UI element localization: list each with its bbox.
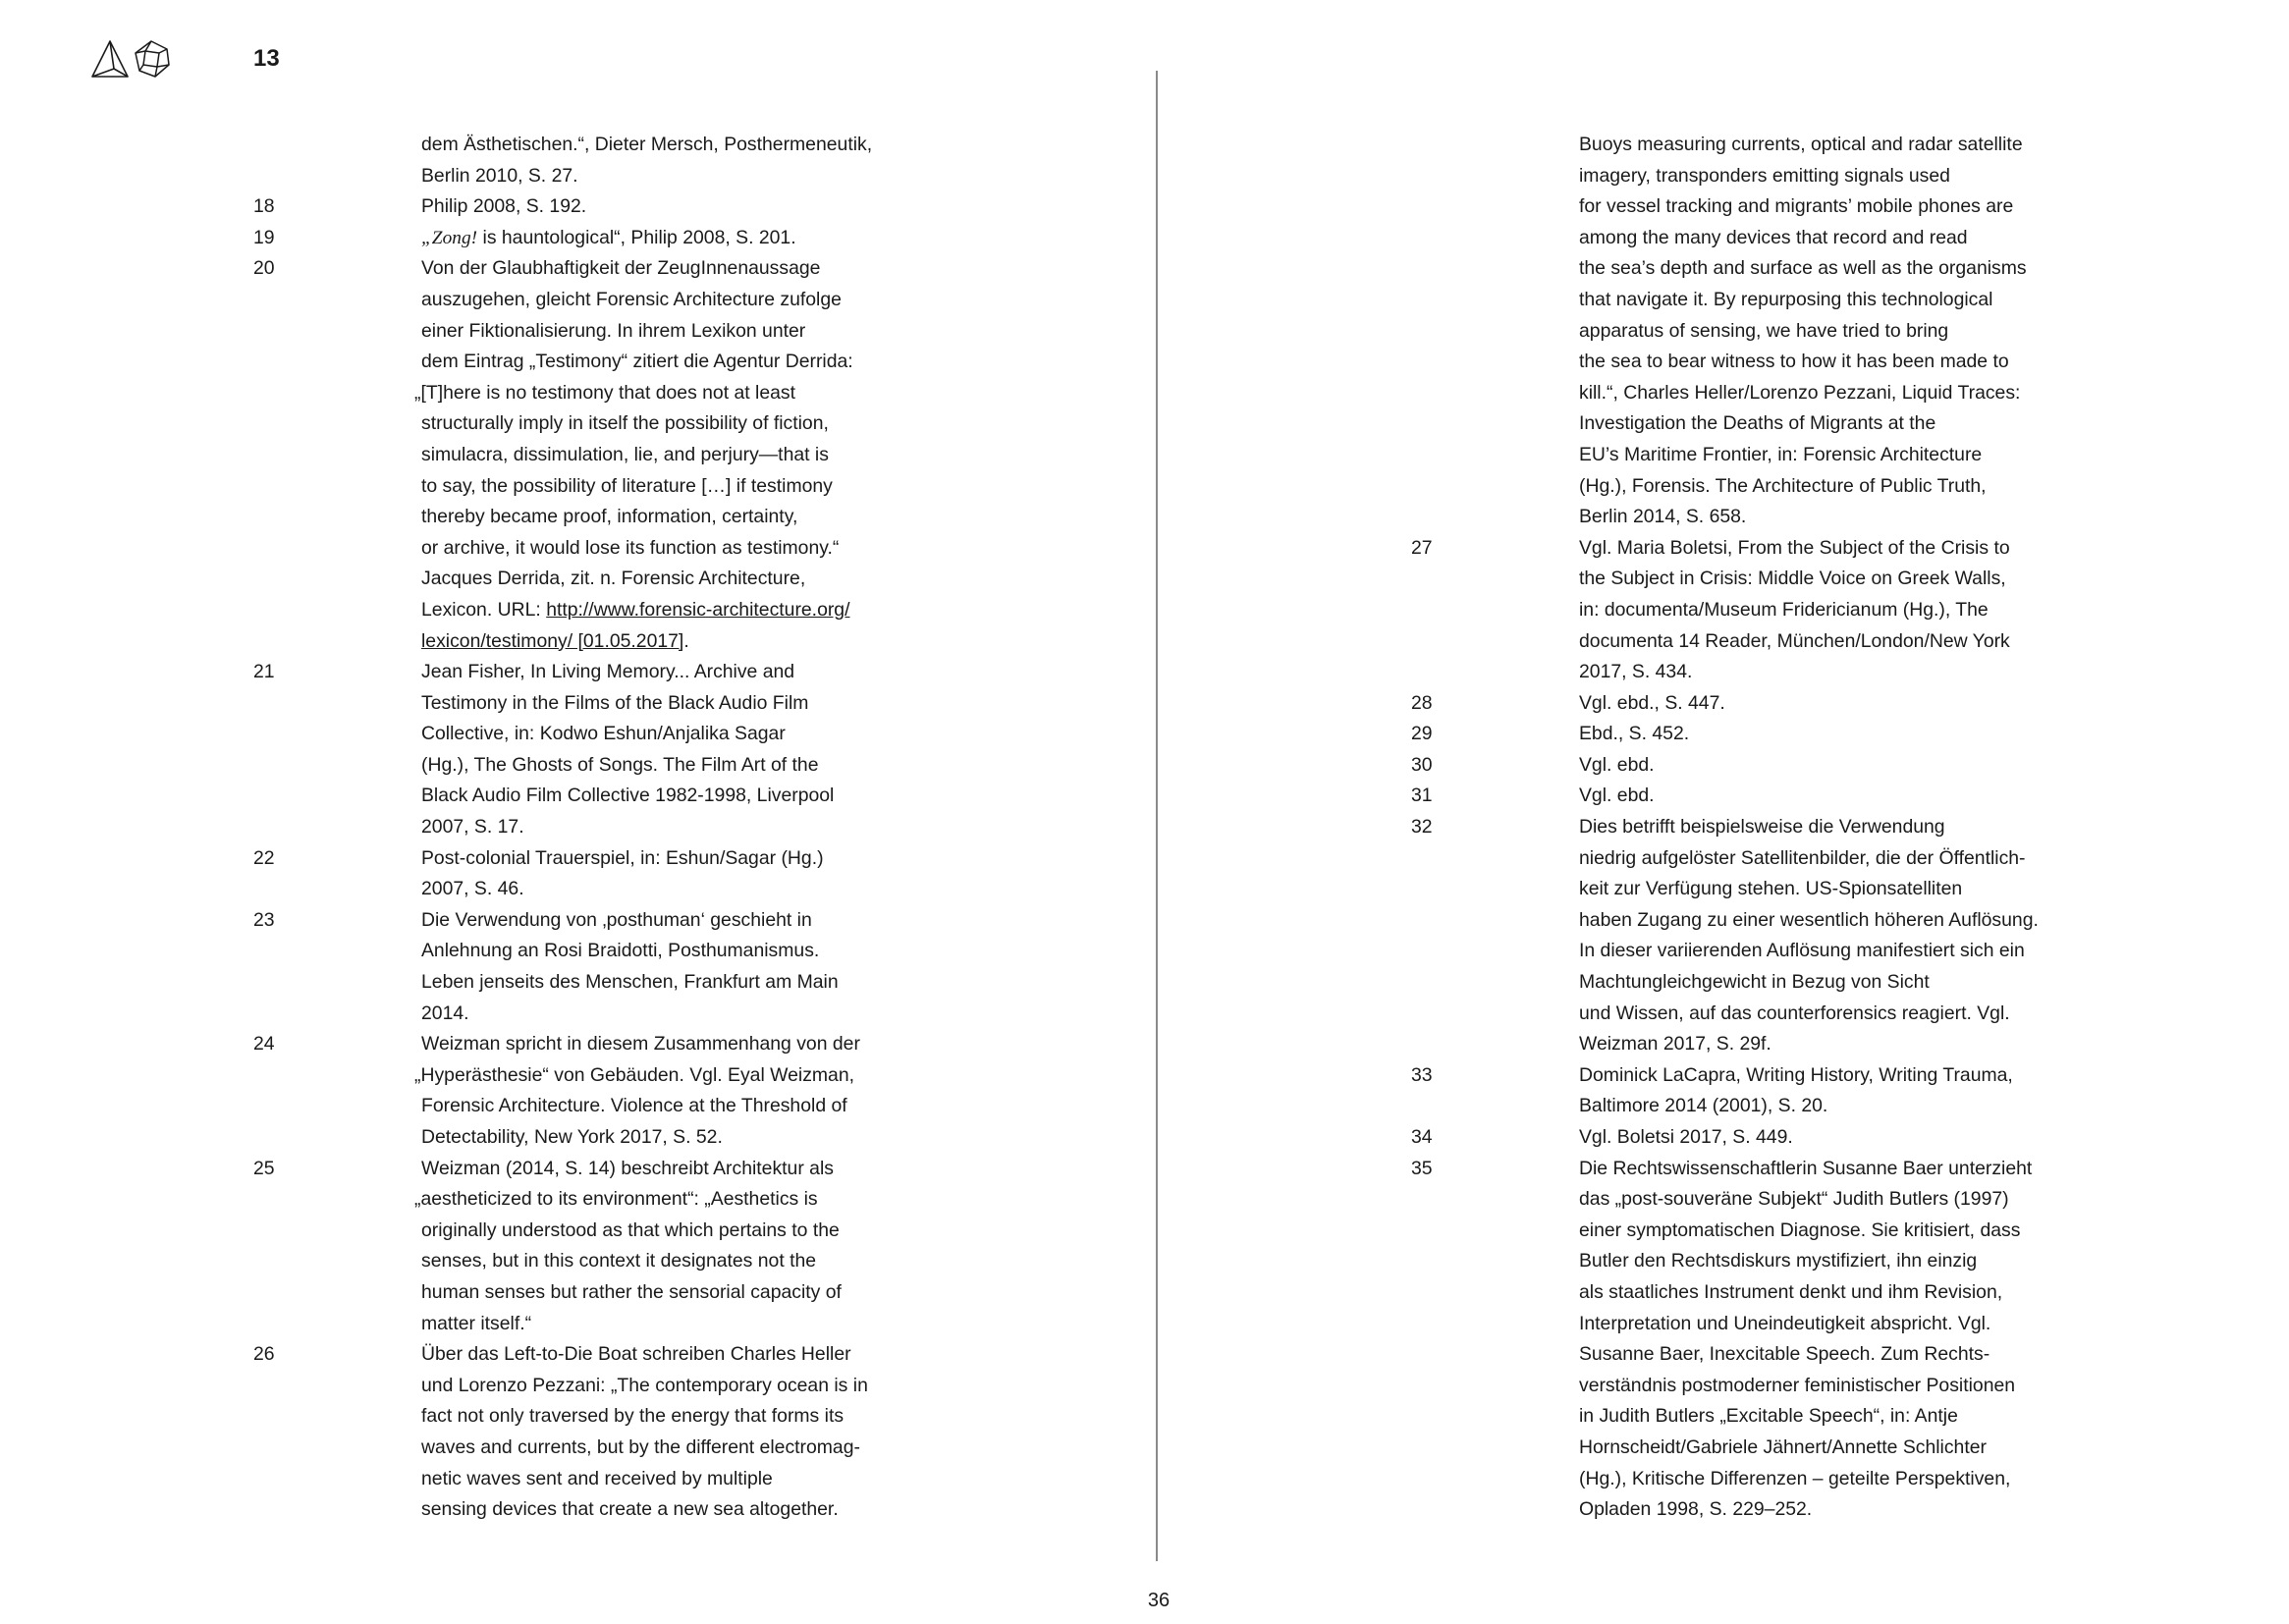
- footnote: [1411, 719, 2098, 750]
- line-text: is hauntological“, Philip 2008, S. 201.: [477, 226, 796, 248]
- footnote-line: [421, 316, 853, 348]
- logo-shapes: [90, 37, 173, 81]
- footnote-line: [421, 626, 853, 658]
- line-text: in: documenta/Museum Fridericianum (Hg.), The: [1579, 598, 1989, 621]
- line-text: waves and currents, but by the different electromag-: [421, 1435, 860, 1458]
- line-text: the sea’s depth and surface as well as the organisms: [1579, 257, 2027, 280]
- footnote-line: [421, 595, 853, 626]
- footnote-line: [1579, 688, 1725, 720]
- reference-link[interactable]: lexicon/testimony/ [01.05.2017]: [421, 629, 684, 652]
- footnote-line: [1579, 1091, 2013, 1122]
- footnote-line: [1579, 967, 2039, 999]
- line-text: (Hg.), The Ghosts of Songs. The Film Art of the: [421, 753, 819, 776]
- footnote-text: [421, 657, 834, 843]
- footnote-text: [1579, 781, 1655, 812]
- line-text: Hornscheidt/Gabriele Jähnert/Annette Schlichter: [1579, 1435, 1987, 1458]
- line-text: imagery, transponders emitting signals used: [1579, 164, 1950, 187]
- footnote-line: [1579, 657, 2010, 688]
- footnote-line: [1579, 564, 2010, 595]
- line-text: Dies betrifft beispielsweise die Verwendung: [1579, 816, 1945, 839]
- line-text: Philip 2008, S. 192.: [421, 195, 587, 218]
- line-text: .: [683, 629, 689, 652]
- footnote-line: [421, 471, 853, 503]
- footnote-line: [421, 502, 853, 533]
- footnote-text: [421, 130, 872, 191]
- line-text: haben Zugang zu einer wesentlich höheren Auflösung.: [1579, 908, 2039, 931]
- line-text: 2007, S. 46.: [421, 878, 524, 900]
- footnote-line: [1579, 1494, 2032, 1526]
- footnote-number: 29: [1411, 723, 1433, 745]
- line-text: Berlin 2010, S. 27.: [421, 164, 578, 187]
- footnote: [1411, 1122, 2098, 1154]
- right-page-footnotes: [1411, 130, 2098, 1526]
- footnote-line: [1579, 781, 1655, 812]
- footnote-line: [421, 1216, 842, 1247]
- footnote: [1411, 533, 2098, 688]
- footnote-text: [1579, 1154, 2032, 1526]
- footnote-text: [1579, 1060, 2013, 1122]
- line-text: dem Eintrag „Testimony“ zitiert die Agentur Derrida:: [421, 351, 853, 373]
- line-text: als staatliches Instrument denkt und ihm Revision,: [1579, 1280, 2003, 1303]
- footnote-text: [414, 1154, 842, 1340]
- footnote-line: [421, 1494, 868, 1526]
- footnote-line: [1579, 316, 2027, 348]
- footnote: [1411, 812, 2098, 1060]
- line-text: 2014.: [421, 1001, 469, 1024]
- line-text: documenta 14 Reader, München/London/New York: [1579, 629, 2010, 652]
- footnote-line: [421, 936, 839, 967]
- line-text: Vgl. ebd., S. 447.: [1579, 691, 1725, 714]
- line-text: 2017, S. 434.: [1579, 661, 1693, 683]
- footnote-line: [421, 533, 853, 565]
- footnote-text: [421, 223, 796, 254]
- footnote-line: [421, 688, 834, 720]
- reference-link[interactable]: http://www.forensic-architecture.org/: [546, 598, 850, 621]
- footnote-line: [1579, 595, 2010, 626]
- line-text: Die Rechtswissenschaftlerin Susanne Baer unterzieht: [1579, 1157, 2033, 1179]
- line-text: einer Fiktionalisierung. In ihrem Lexikon unter: [421, 319, 806, 342]
- footnote-line: [1579, 1060, 2013, 1092]
- footnote-line: [421, 1464, 868, 1495]
- line-text: Buoys measuring currents, optical and radar satellite: [1579, 134, 2023, 155]
- line-text: und Wissen, auf das counterforensics reagiert. Vgl.: [1579, 1001, 2010, 1024]
- footnote-line: [421, 440, 853, 471]
- footnote-line: [1579, 253, 2027, 285]
- footnote-line: [421, 223, 796, 254]
- line-text: Anlehnung an Rosi Braidotti, Posthumanismus.: [421, 940, 820, 962]
- footnote-line: [421, 285, 853, 316]
- line-text: „aestheticized to its environment“: „Aesthetics is: [414, 1188, 818, 1211]
- footnote-line: [1579, 843, 2039, 875]
- footnote: [253, 1154, 921, 1340]
- footnote-text: [1579, 750, 1655, 782]
- footnote-line: [1579, 936, 2039, 967]
- footnote: [253, 657, 921, 843]
- footnote: [253, 1339, 921, 1526]
- footnote-number: [253, 130, 421, 191]
- footnote-line: [421, 1154, 842, 1185]
- line-text: 2007, S. 17.: [421, 816, 524, 839]
- footnote-number: 26: [253, 1343, 275, 1366]
- line-text: Über das Left-to-Die Boat schreiben Charles Heller: [421, 1343, 851, 1366]
- line-text: (Hg.), Kritische Differenzen – geteilte Perspektiven,: [1579, 1467, 2011, 1489]
- footnote-line: [1579, 1216, 2032, 1247]
- footnote-line: [1579, 874, 2039, 905]
- footnote: [253, 253, 921, 657]
- line-text: or archive, it would lose its function as testimony.“: [421, 536, 840, 559]
- footnote-line: [1579, 347, 2027, 378]
- footnote-line: [421, 1029, 860, 1060]
- footnote-text: [1579, 719, 1689, 750]
- footnote-line: [421, 191, 586, 223]
- footnote-number: [1411, 130, 1579, 533]
- line-text: Die Verwendung von ‚posthuman‘ geschieht in: [421, 908, 812, 931]
- line-text: matter itself.“: [421, 1312, 532, 1334]
- line-text: Machtungleichgewicht in Bezug von Sicht: [1579, 971, 1930, 994]
- footnote-number: 34: [1411, 1126, 1433, 1148]
- line-text: und Lorenzo Pezzani: „The contemporary ocean is in: [421, 1374, 868, 1396]
- footnote-line: [421, 347, 853, 378]
- line-text: niedrig aufgelöster Satellitenbilder, die der Öffentlich-: [1579, 846, 2026, 869]
- line-text: auszugehen, gleicht Forensic Architecture zufolge: [421, 288, 842, 310]
- line-text: Baltimore 2014 (2001), S. 20.: [1579, 1095, 1828, 1117]
- footnote-line: [1579, 285, 2027, 316]
- line-text: netic waves sent and received by multiple: [421, 1467, 773, 1489]
- footnote-number: 19: [253, 226, 275, 248]
- page-number: 36: [1147, 1590, 1171, 1611]
- line-text: Vgl. ebd.: [1579, 785, 1655, 807]
- line-text: Investigation the Deaths of Migrants at the: [1579, 412, 1936, 435]
- footnote: [253, 223, 921, 254]
- line-text: dem Ästhetischen.“, Dieter Mersch, Posthermeneutik,: [421, 134, 873, 155]
- footnote-line: [1579, 999, 2039, 1030]
- footnote-line: [1579, 1277, 2032, 1309]
- footnote-text: [414, 1029, 860, 1153]
- pyramid-icon: [92, 41, 128, 77]
- footnote-text: [1579, 1122, 1793, 1154]
- footnote-line: [1579, 626, 2010, 658]
- footnote: [1411, 750, 2098, 782]
- line-text: Vgl. Boletsi 2017, S. 449.: [1579, 1126, 1793, 1148]
- line-text: Lexicon. URL:: [421, 598, 547, 621]
- footnote-line: [421, 564, 853, 595]
- footnote-number: 33: [1411, 1063, 1433, 1086]
- footnote-line: [1579, 1154, 2032, 1185]
- footnote-line: [1579, 905, 2039, 937]
- section-number: 13: [253, 45, 280, 72]
- line-text: Leben jenseits des Menschen, Frankfurt am Main: [421, 971, 839, 994]
- polyhedron-icon: [136, 41, 169, 77]
- footnote-line: [421, 1339, 868, 1371]
- footnote-line: [1579, 1309, 2032, 1340]
- line-text: Black Audio Film Collective 1982-1998, Liverpool: [421, 785, 835, 807]
- footnote-line: [1579, 1401, 2032, 1433]
- footnote-line: [421, 1433, 868, 1464]
- italic-title: „Zong!: [421, 227, 478, 248]
- line-text: Ebd., S. 452.: [1579, 723, 1690, 745]
- footnote-line: [421, 999, 839, 1030]
- footnote-text: [1579, 130, 2027, 533]
- line-text: in Judith Butlers „Excitable Speech“, in: Antje: [1579, 1405, 1958, 1428]
- line-text: Susanne Baer, Inexcitable Speech. Zum Rechts-: [1579, 1343, 1990, 1366]
- footnote-line: [421, 719, 834, 750]
- line-text: the sea to bear witness to how it has been made to: [1579, 351, 2009, 373]
- line-text: verständnis postmoderner feministischer Positionen: [1579, 1374, 2016, 1396]
- footnote: [253, 843, 921, 905]
- footnote-line: [421, 161, 872, 192]
- footnote-line: [421, 1091, 860, 1122]
- footnote-number: 25: [253, 1157, 275, 1179]
- page-spine-divider: [1156, 71, 1158, 1561]
- footnote: [1411, 1154, 2098, 1526]
- footnote: [253, 191, 921, 223]
- footnote-number: 24: [253, 1033, 275, 1056]
- footnote-line: [1579, 471, 2027, 503]
- line-text: sensing devices that create a new sea altogether.: [421, 1498, 839, 1521]
- line-text: Opladen 1998, S. 229–252.: [1579, 1498, 1813, 1521]
- line-text: Weizman 2017, S. 29f.: [1579, 1033, 1771, 1056]
- line-text: Von der Glaubhaftigkeit der ZeugInnenaussage: [421, 257, 821, 280]
- footnote-number: 23: [253, 908, 275, 931]
- line-text: Interpretation und Uneindeutigkeit abspricht. Vgl.: [1579, 1312, 1991, 1334]
- footnote-line: [421, 130, 872, 161]
- footnote-line: [421, 1309, 842, 1340]
- footnote: [1411, 781, 2098, 812]
- footnote: [253, 905, 921, 1029]
- line-text: originally understood as that which pertains to the: [421, 1218, 840, 1241]
- publication-logo: [90, 37, 173, 81]
- footnote-line: [1579, 1246, 2032, 1277]
- line-text: Vgl. ebd.: [1579, 753, 1655, 776]
- footnote-line: [414, 1060, 860, 1092]
- left-page-footnotes: [253, 130, 921, 1526]
- line-text: Jean Fisher, In Living Memory... Archive and: [421, 661, 795, 683]
- footnote-line: [421, 874, 824, 905]
- footnote-line: [421, 967, 839, 999]
- footnote-text: [1579, 812, 2039, 1060]
- line-text: apparatus of sensing, we have tried to bring: [1579, 319, 1949, 342]
- line-text: Post-colonial Trauerspiel, in: Eshun/Sagar (Hg.): [421, 846, 824, 869]
- line-text: simulacra, dissimulation, lie, and perjury—that is: [421, 443, 829, 465]
- footnote-line: [421, 843, 824, 875]
- footnote-number: 30: [1411, 753, 1433, 776]
- footnote-number: 20: [253, 257, 275, 280]
- line-text: einer symptomatischen Diagnose. Sie kritisiert, dass: [1579, 1218, 2021, 1241]
- footnote-line: [421, 1277, 842, 1309]
- footnote-line: [1579, 223, 2027, 254]
- line-text: keit zur Verfügung stehen. US-Spionsatelliten: [1579, 878, 1963, 900]
- footnote-text: [414, 253, 853, 657]
- line-text: EU’s Maritime Frontier, in: Forensic Architecture: [1579, 443, 1983, 465]
- footnote-line: [421, 1122, 860, 1154]
- line-text: Collective, in: Kodwo Eshun/Anjalika Sagar: [421, 723, 786, 745]
- footnote-line: [421, 1371, 868, 1402]
- footnote-line: [1579, 1184, 2032, 1216]
- footnote-line: [1579, 1433, 2032, 1464]
- footnote-number: 21: [253, 661, 275, 683]
- line-text: „Hyperästhesie“ von Gebäuden. Vgl. Eyal Weizman,: [414, 1063, 855, 1086]
- line-text: Weizman spricht in diesem Zusammenhang von der: [421, 1033, 860, 1056]
- footnote-number: 31: [1411, 785, 1433, 807]
- footnote-line: [1579, 1464, 2032, 1495]
- footnote-line: [421, 812, 834, 843]
- footnote-line: [421, 657, 834, 688]
- footnote-number: 35: [1411, 1157, 1433, 1179]
- footnote: [253, 1029, 921, 1153]
- footnote-number: 22: [253, 846, 275, 869]
- footnote-line: [1579, 1371, 2032, 1402]
- footnote-text: [421, 191, 586, 223]
- footnote-line: [1579, 191, 2027, 223]
- footnote-line: [421, 905, 839, 937]
- line-text: Jacques Derrida, zit. n. Forensic Architecture,: [421, 568, 806, 590]
- footnote-text: [421, 843, 824, 905]
- footnote-line: [1579, 408, 2027, 440]
- line-text: Detectability, New York 2017, S. 52.: [421, 1126, 723, 1148]
- footnote: [253, 130, 921, 191]
- line-text: Vgl. Maria Boletsi, From the Subject of the Crisis to: [1579, 536, 2010, 559]
- footnote-text: [421, 905, 839, 1029]
- footnote-line: [1579, 1339, 2032, 1371]
- line-text: fact not only traversed by the energy that forms its: [421, 1405, 845, 1428]
- footnote-line: [421, 253, 853, 285]
- line-text: the Subject in Crisis: Middle Voice on Greek Walls,: [1579, 568, 2006, 590]
- footnote-line: [414, 378, 853, 409]
- footnote-line: [421, 408, 853, 440]
- line-text: In dieser variierenden Auflösung manifestiert sich ein: [1579, 940, 2025, 962]
- footnote-line: [1579, 719, 1689, 750]
- footnote-line: [1579, 1122, 1793, 1154]
- line-text: Testimony in the Films of the Black Audio Film: [421, 691, 809, 714]
- footnote-number: 28: [1411, 691, 1433, 714]
- footnote-line: [1579, 130, 2027, 161]
- footnote-line: [1579, 1029, 2039, 1060]
- line-text: Butler den Rechtsdiskurs mystifiziert, ihn einzig: [1579, 1250, 1978, 1272]
- line-text: kill.“, Charles Heller/Lorenzo Pezzani, Liquid Traces:: [1579, 381, 2021, 404]
- footnote-line: [421, 750, 834, 782]
- footnote-text: [1579, 688, 1725, 720]
- footnote-line: [1579, 750, 1655, 782]
- line-text: human senses but rather the sensorial capacity of: [421, 1280, 842, 1303]
- line-text: to say, the possibility of literature […] if testimony: [421, 474, 833, 497]
- footnote: [1411, 1060, 2098, 1122]
- footnote-text: [1579, 533, 2010, 688]
- footnote-line: [414, 1184, 842, 1216]
- footnote: [1411, 130, 2098, 533]
- line-text: among the many devices that record and read: [1579, 226, 1968, 248]
- line-text: for vessel tracking and migrants’ mobile phones are: [1579, 195, 2014, 218]
- line-text: thereby became proof, information, certainty,: [421, 506, 798, 528]
- line-text: structurally imply in itself the possibility of fiction,: [421, 412, 829, 435]
- line-text: (Hg.), Forensis. The Architecture of Public Truth,: [1579, 474, 1987, 497]
- footnote-line: [421, 1246, 842, 1277]
- line-text: senses, but in this context it designates not the: [421, 1250, 817, 1272]
- footnote-line: [1579, 161, 2027, 192]
- line-text: Weizman (2014, S. 14) beschreibt Architektur als: [421, 1157, 834, 1179]
- footnote-line: [421, 781, 834, 812]
- footnote-line: [1579, 378, 2027, 409]
- footnote-line: [1579, 533, 2010, 565]
- line-text: Forensic Architecture. Violence at the Threshold of: [421, 1095, 847, 1117]
- footnote-text: [421, 1339, 868, 1526]
- footnote: [1411, 688, 2098, 720]
- footnote-number: 27: [1411, 536, 1433, 559]
- footnote-line: [1579, 440, 2027, 471]
- footnote-line: [421, 1401, 868, 1433]
- footnote-number: 18: [253, 195, 275, 218]
- line-text: das „post-souveräne Subjekt“ Judith Butlers (1997): [1579, 1188, 2009, 1211]
- line-text: that navigate it. By repurposing this technological: [1579, 288, 1993, 310]
- footnote-line: [1579, 502, 2027, 533]
- footnote-line: [1579, 812, 2039, 843]
- footnote-number: 32: [1411, 816, 1433, 839]
- line-text: Dominick LaCapra, Writing History, Writing Trauma,: [1579, 1063, 2013, 1086]
- line-text: Berlin 2014, S. 658.: [1579, 506, 1747, 528]
- line-text: „[T]here is no testimony that does not at least: [414, 381, 796, 404]
